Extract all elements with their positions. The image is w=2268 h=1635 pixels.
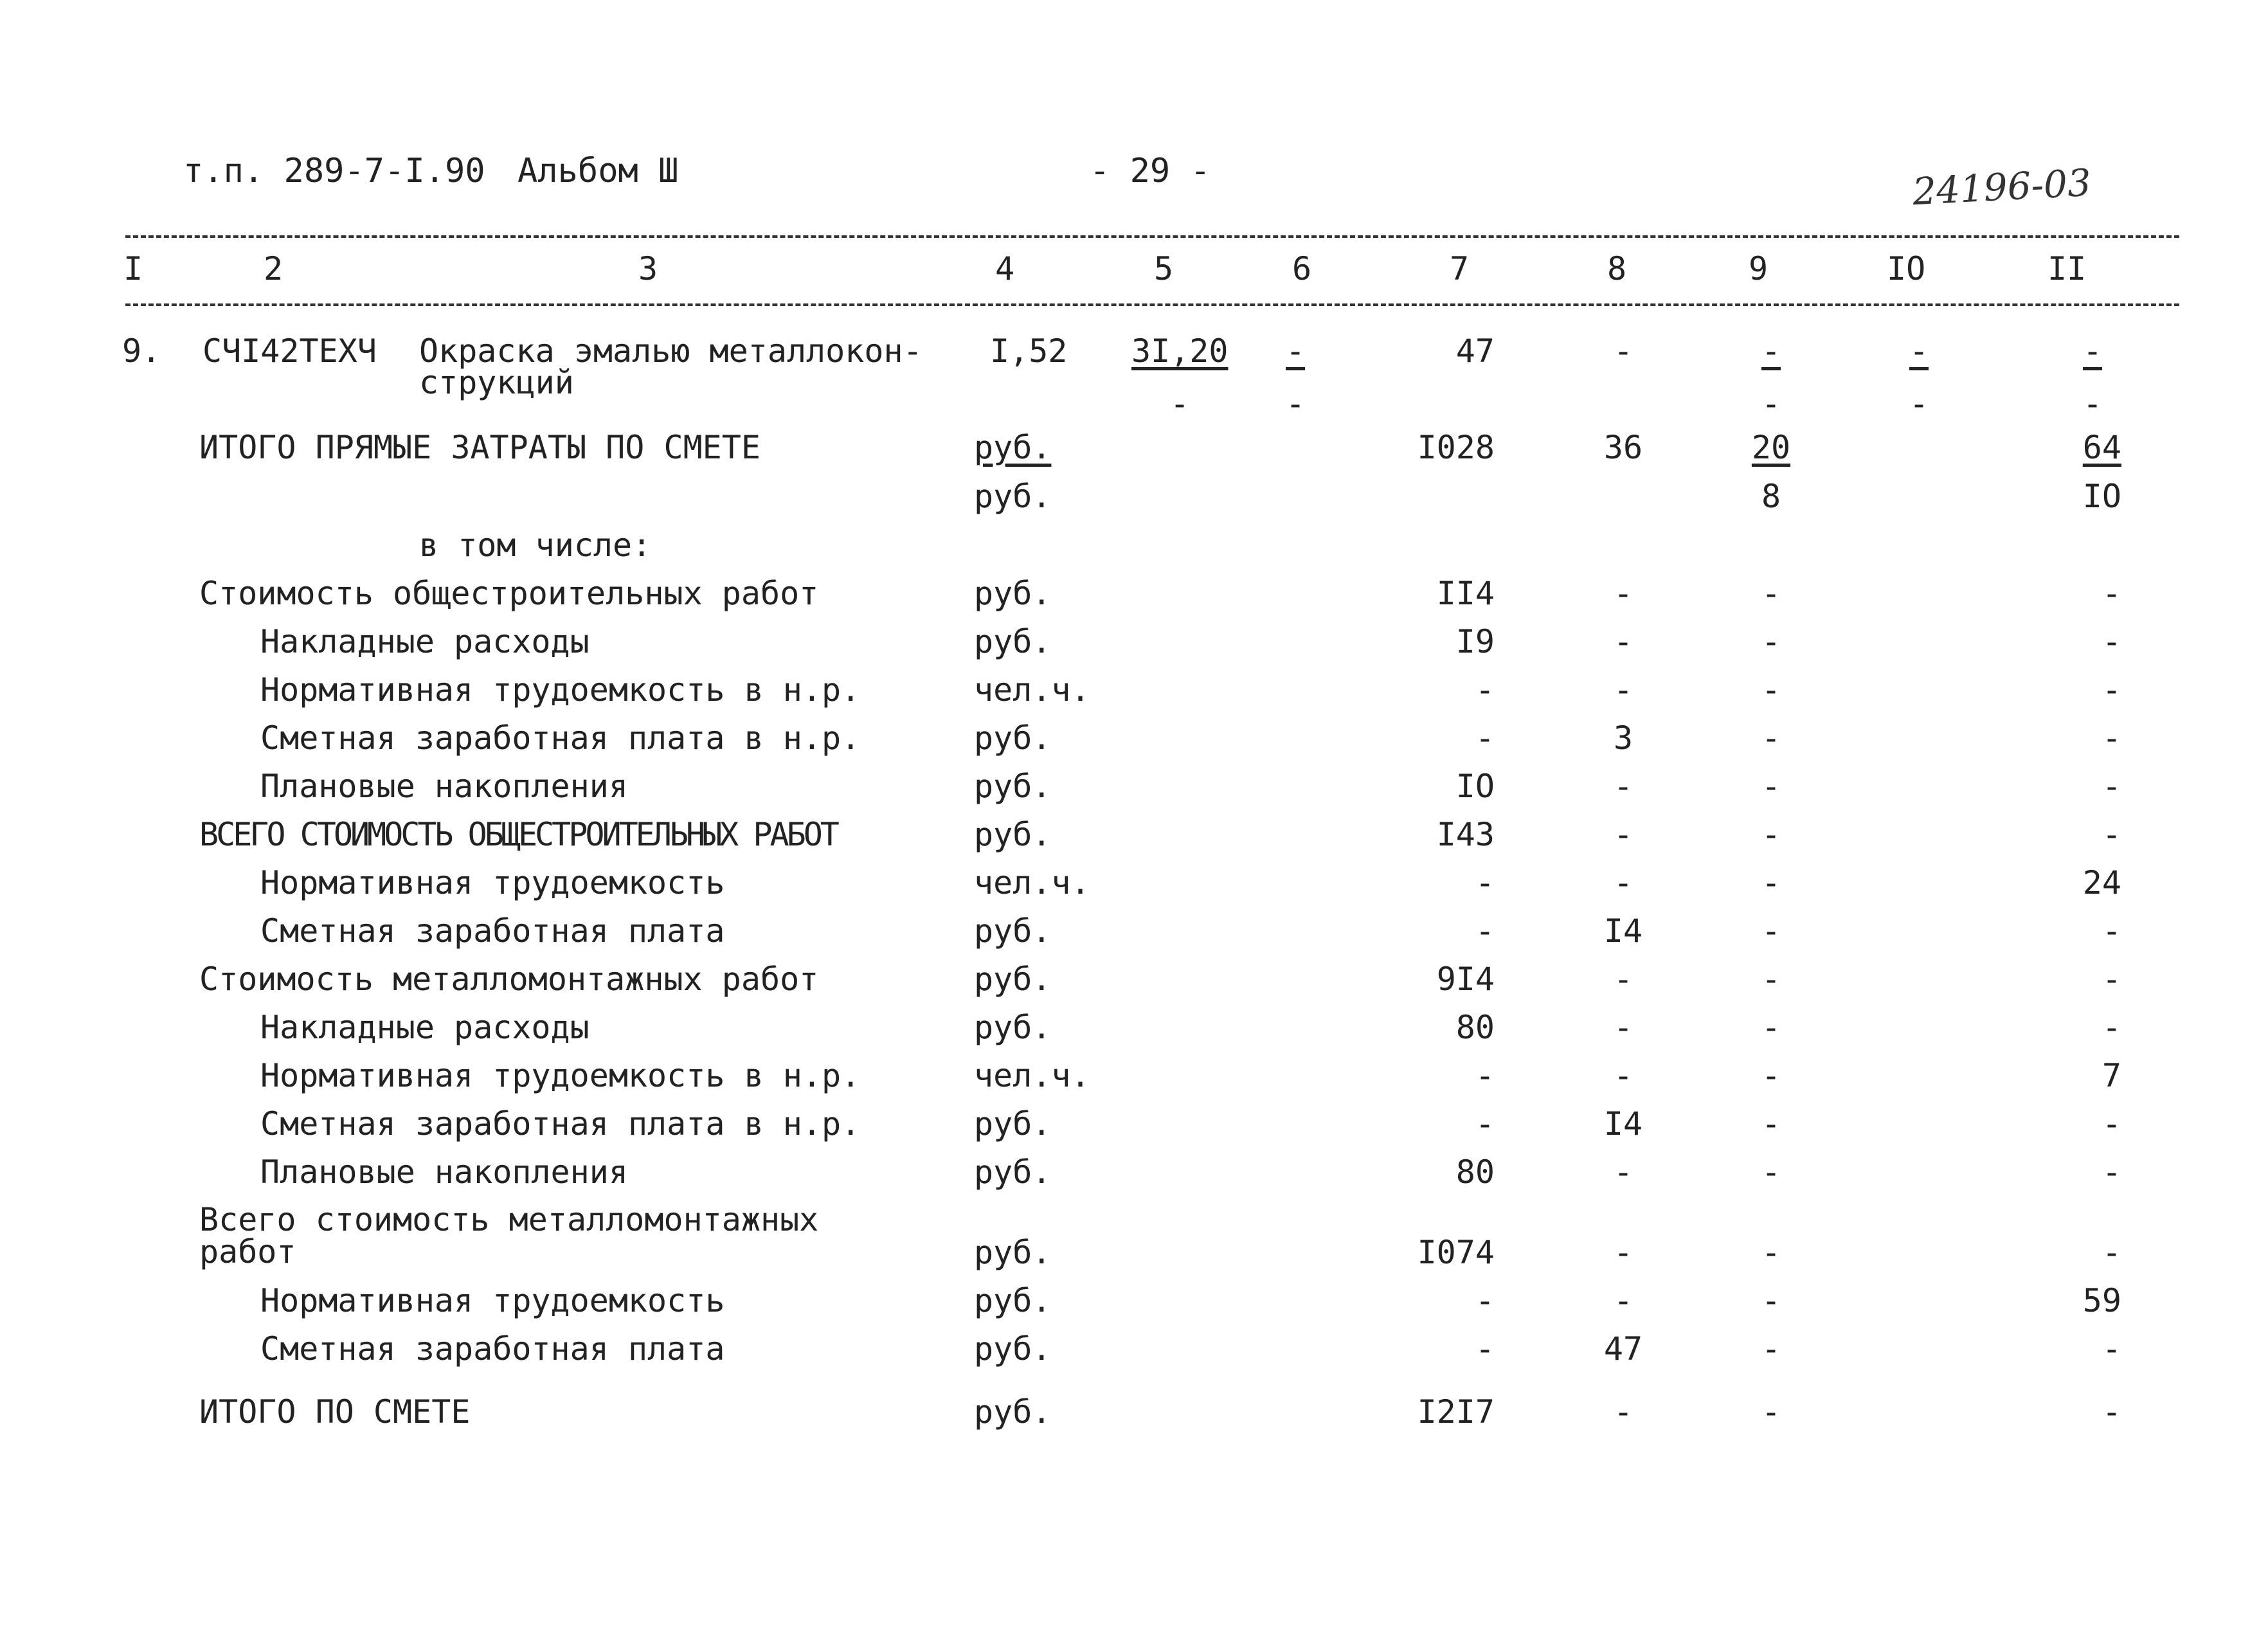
- item-description-line1: Окраска эмалью металлокон-: [419, 332, 923, 370]
- handwritten-code: 24196-03: [1911, 160, 2092, 214]
- totals-direct-col7: I028: [1417, 429, 1495, 466]
- item-col11-lower: -: [2082, 385, 2103, 422]
- row-col11: -: [2102, 1009, 2121, 1046]
- page-number: - 29 -: [1090, 152, 1210, 190]
- row-unit: руб.: [974, 575, 1052, 612]
- row-col8: -: [1613, 1009, 1634, 1046]
- row-col9: -: [1761, 1009, 1781, 1046]
- row-col8: -: [1613, 671, 1634, 709]
- row-col7: -: [1475, 912, 1495, 950]
- totals-direct-col8: 36: [1603, 429, 1643, 466]
- row-unit: чел.ч.: [974, 864, 1090, 901]
- row-label: Плановые накопления: [260, 768, 628, 805]
- item-col10: -: [1909, 332, 1929, 370]
- row-label: ВСЕГО СТОИМОСТЬ ОБЩЕСТРОИТЕЛЬНЫХ РАБОТ: [199, 816, 837, 853]
- row-col9: -: [1761, 1057, 1781, 1094]
- row-label: Накладные расходы: [260, 1009, 590, 1046]
- row-unit: чел.ч.: [974, 1057, 1090, 1094]
- row-col8: -: [1613, 1153, 1634, 1191]
- row-col7: 9I4: [1436, 961, 1495, 998]
- row-col7: -: [1475, 1330, 1495, 1368]
- item-unit-price: 3I,20: [1131, 332, 1228, 370]
- row-col11: -: [2102, 1105, 2121, 1143]
- row-unit: руб.: [974, 1009, 1052, 1046]
- metal-total-label-line1: Всего стоимость металломонтажных: [199, 1201, 819, 1238]
- row-label: Сметная заработная плата: [260, 912, 725, 950]
- grand-total-col9: -: [1761, 1393, 1781, 1431]
- header-bottom-rule: [125, 303, 2179, 306]
- totals-direct-label: ИТОГО ПРЯМЫЕ ЗАТРАТЫ ПО СМЕТЕ: [199, 429, 760, 466]
- metal-total-col8: -: [1613, 1234, 1634, 1271]
- item-col9: -: [1761, 332, 1781, 370]
- totals-direct-unit-2: руб.: [974, 478, 1052, 515]
- metal-total-col11: -: [2102, 1234, 2121, 1271]
- item-col6-lower: -: [1285, 385, 1306, 422]
- row-col11: -: [2102, 671, 2121, 709]
- row-col8: -: [1613, 768, 1634, 805]
- item-description-line2: струкций: [419, 364, 574, 401]
- item-col10-lower: -: [1909, 385, 1929, 422]
- row-unit: руб.: [974, 623, 1052, 660]
- header-top-rule: [125, 235, 2179, 238]
- item-col7: 47: [1455, 332, 1495, 370]
- row-col7: -: [1475, 719, 1495, 757]
- row-col7: -: [1475, 1105, 1495, 1143]
- row-col7: I43: [1436, 816, 1495, 853]
- row-col8: I4: [1603, 912, 1643, 950]
- row-col8: -: [1613, 1282, 1634, 1319]
- row-col7: 80: [1455, 1009, 1495, 1046]
- row-col7: II4: [1436, 575, 1495, 612]
- metal-total-label-line2: работ: [199, 1233, 296, 1270]
- row-col9: -: [1761, 1153, 1781, 1191]
- row-col7: 80: [1455, 1153, 1495, 1191]
- row-col9: -: [1761, 816, 1781, 853]
- column-header-7: 7: [1450, 250, 1470, 287]
- row-col8: 3: [1613, 719, 1634, 757]
- row-col11: 7: [2102, 1057, 2121, 1094]
- column-header-8: 8: [1607, 250, 1627, 287]
- album-label: Альбом Ш: [518, 152, 679, 190]
- item-col6: -: [1285, 332, 1306, 370]
- column-header-11: II: [2048, 250, 2087, 287]
- row-col8: -: [1613, 864, 1634, 901]
- row-col9: -: [1761, 1330, 1781, 1368]
- row-unit: руб.: [974, 719, 1052, 757]
- row-label: Сметная заработная плата в н.р.: [260, 1105, 861, 1143]
- item-code: СЧI42ТЕХЧ: [203, 332, 377, 370]
- row-col9: -: [1761, 575, 1781, 612]
- row-col8: -: [1613, 1057, 1634, 1094]
- row-col11: -: [2102, 575, 2121, 612]
- row-col9: -: [1761, 912, 1781, 950]
- including-label: в том числе:: [419, 527, 652, 564]
- grand-total-col8: -: [1613, 1393, 1634, 1431]
- totals-direct-col11: 64: [2082, 429, 2121, 466]
- grand-total-label: ИТОГО ПО СМЕТЕ: [199, 1393, 471, 1431]
- column-header-6: 6: [1292, 250, 1312, 287]
- row-col11: -: [2102, 719, 2121, 757]
- row-col8: -: [1613, 816, 1634, 853]
- row-col9: -: [1761, 768, 1781, 805]
- row-col11: -: [2102, 1330, 2121, 1368]
- row-unit: руб.: [974, 961, 1052, 998]
- column-header-4: 4: [995, 250, 1015, 287]
- item-quantity: I,52: [990, 332, 1068, 370]
- row-col7: -: [1475, 1057, 1495, 1094]
- row-col9: -: [1761, 719, 1781, 757]
- totals-direct-unit: руб.: [974, 429, 1052, 466]
- column-header-1: I: [123, 250, 143, 287]
- row-col8: -: [1613, 623, 1634, 660]
- row-col9: -: [1761, 671, 1781, 709]
- item-col9-lower: -: [1761, 385, 1781, 422]
- row-unit: руб.: [974, 1105, 1052, 1143]
- row-label: Сметная заработная плата в н.р.: [260, 719, 861, 757]
- row-col11: 59: [2082, 1282, 2121, 1319]
- row-unit: руб.: [974, 816, 1052, 853]
- metal-total-col7: I074: [1417, 1234, 1495, 1271]
- row-col11: -: [2102, 1153, 2121, 1191]
- row-col9: -: [1761, 623, 1781, 660]
- row-col9: -: [1761, 961, 1781, 998]
- row-label: Нормативная трудоемкость в н.р.: [260, 1057, 861, 1094]
- row-unit: руб.: [974, 1153, 1052, 1191]
- totals-direct-col11-lower: IO: [2082, 478, 2121, 515]
- row-col7: I9: [1455, 623, 1495, 660]
- row-label: Сметная заработная плата: [260, 1330, 725, 1368]
- row-label: Нормативная трудоемкость в н.р.: [260, 671, 861, 709]
- row-col9: -: [1761, 1105, 1781, 1143]
- row-label: Нормативная трудоемкость: [260, 1282, 725, 1319]
- row-col11: -: [2102, 816, 2121, 853]
- row-col9: -: [1761, 864, 1781, 901]
- row-unit: руб.: [974, 912, 1052, 950]
- column-header-9: 9: [1749, 250, 1769, 287]
- metal-total-unit: руб.: [974, 1234, 1052, 1271]
- row-col11: -: [2102, 768, 2121, 805]
- totals-direct-col9-lower: 8: [1761, 478, 1781, 515]
- row-label: Накладные расходы: [260, 623, 590, 660]
- row-col8: -: [1613, 575, 1634, 612]
- row-col7: -: [1475, 671, 1495, 709]
- row-label: Стоимость общестроительных работ: [199, 575, 819, 612]
- item-col11: -: [2082, 332, 2103, 370]
- metal-total-col9: -: [1761, 1234, 1781, 1271]
- row-col7: -: [1475, 864, 1495, 901]
- row-col9: -: [1761, 1282, 1781, 1319]
- row-label: Плановые накопления: [260, 1153, 628, 1191]
- row-col11: 24: [2082, 864, 2121, 901]
- item-col5-lower: -: [1169, 385, 1190, 422]
- row-col11: -: [2102, 912, 2121, 950]
- column-header-5: 5: [1154, 250, 1174, 287]
- row-col8: -: [1613, 961, 1634, 998]
- row-label: Нормативная трудоемкость: [260, 864, 725, 901]
- row-label: Стоимость металломонтажных работ: [199, 961, 819, 998]
- row-unit: руб.: [974, 768, 1052, 805]
- row-unit: руб.: [974, 1282, 1052, 1319]
- row-col8: I4: [1603, 1105, 1643, 1143]
- row-unit: чел.ч.: [974, 671, 1090, 709]
- column-header-2: 2: [264, 250, 284, 287]
- row-col7: IO: [1455, 768, 1495, 805]
- grand-total-unit: руб.: [974, 1393, 1052, 1431]
- row-unit: руб.: [974, 1330, 1052, 1368]
- doc-reference: т.п. 289-7-I.90: [183, 152, 485, 190]
- grand-total-col11: -: [2102, 1393, 2121, 1431]
- row-col8: 47: [1603, 1330, 1643, 1368]
- row-col11: -: [2102, 961, 2121, 998]
- column-header-10: IO: [1887, 250, 1926, 287]
- item-col8: -: [1613, 332, 1634, 370]
- grand-total-col7: I2I7: [1417, 1393, 1495, 1431]
- row-col7: -: [1475, 1282, 1495, 1319]
- row-col11: -: [2102, 623, 2121, 660]
- totals-direct-col9: 20: [1751, 429, 1791, 466]
- item-number: 9.: [122, 332, 161, 370]
- column-header-3: 3: [638, 250, 658, 287]
